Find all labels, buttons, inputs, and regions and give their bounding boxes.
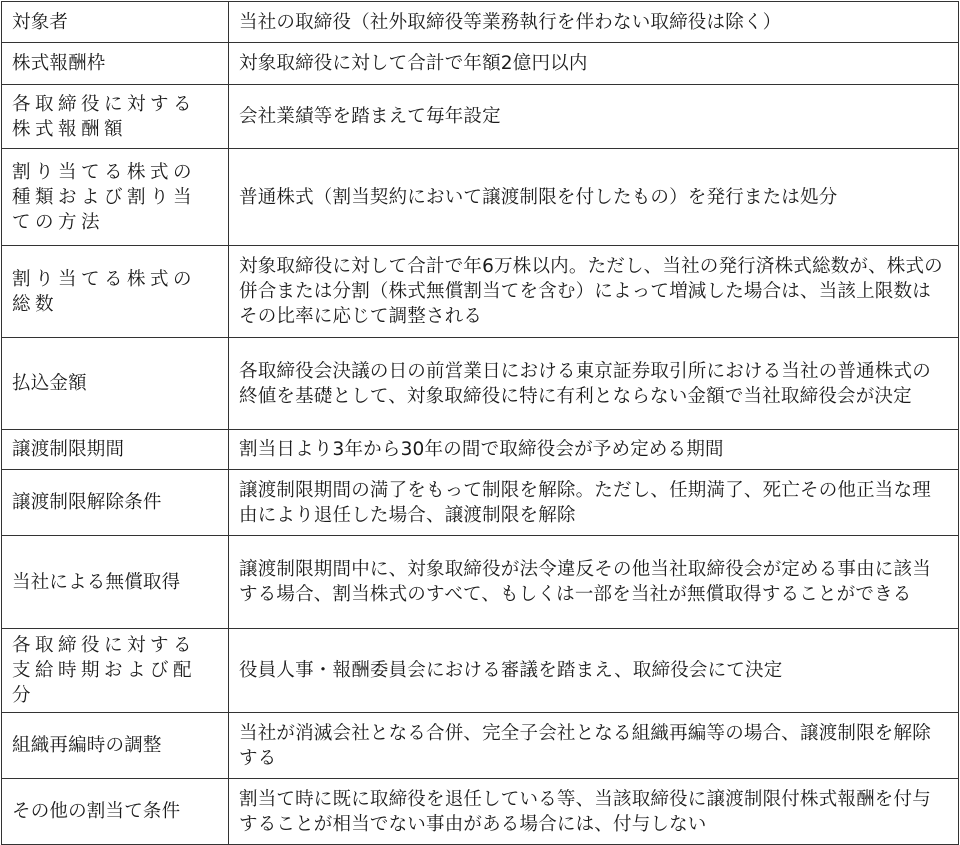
row-value: 対象取締役に対して合計で年額2億円以内: [229, 43, 959, 85]
table-row: [2, 430, 959, 470]
table-row: [2, 536, 959, 629]
row-label: 対象者: [2, 2, 229, 43]
table-row: [2, 338, 959, 430]
row-label: 譲渡制限解除条件: [2, 470, 229, 536]
row-value: 当社が消滅会社となる合併、完全子会社となる組織再編等の場合、譲渡制限を解除する: [229, 713, 959, 779]
table-row: [2, 713, 959, 779]
row-value: 各取締役会決議の日の前営業日における東京証券取引所における当社の普通株式の終値を基礎として、対象取締役に特に有利とならない金額で当社取締役会が決定: [229, 338, 959, 430]
row-label: その他の割当て条件: [2, 779, 229, 845]
row-label: 組織再編時の調整: [2, 713, 229, 779]
row-label: 各取締役に対する支給時期および配分: [2, 629, 229, 713]
terms-table: [1, 1, 959, 845]
table-row: [2, 85, 959, 149]
row-label: 割り当てる株式の総数: [2, 246, 229, 338]
row-value: 譲渡制限期間の満了をもって制限を解除。ただし、任期満了、死亡その他正当な理由により退任した場合、譲渡制限を解除: [229, 470, 959, 536]
row-label: 割り当てる株式の種類および割り当ての方法: [2, 149, 229, 246]
table-row: [2, 2, 959, 43]
row-value: 譲渡制限期間中に、対象取締役が法令違反その他当社取締役会が定める事由に該当する場合、割当株式のすべて、もしくは一部を当社が無償取得することができる: [229, 536, 959, 629]
row-label: 譲渡制限期間: [2, 430, 229, 470]
row-value: 対象取締役に対して合計で年6万株以内。ただし、当社の発行済株式総数が、株式の併合または分割（株式無償割当てを含む）によって増減した場合は、当該上限数はその比率に応じて調整される: [229, 246, 959, 338]
row-value: 割当日より3年から30年の間で取締役会が予め定める期間: [229, 430, 959, 470]
row-value: 普通株式（割当契約において譲渡制限を付したもの）を発行または処分: [229, 149, 959, 246]
row-label: 各取締役に対する株式報酬額: [2, 85, 229, 149]
row-label: 当社による無償取得: [2, 536, 229, 629]
table-row: [2, 779, 959, 845]
row-value: 当社の取締役（社外取締役等業務執行を伴わない取締役は除く）: [229, 2, 959, 43]
row-value: 役員人事・報酬委員会における審議を踏まえ、取締役会にて決定: [229, 629, 959, 713]
table-row: [2, 629, 959, 713]
row-label: 株式報酬枠: [2, 43, 229, 85]
table-row: [2, 43, 959, 85]
table-row: [2, 246, 959, 338]
table-row: [2, 470, 959, 536]
row-label: 払込金額: [2, 338, 229, 430]
row-value: 割当て時に既に取締役を退任している等、当該取締役に譲渡制限付株式報酬を付与することが相当でない事由がある場合には、付与しない: [229, 779, 959, 845]
table-row: [2, 149, 959, 246]
row-value: 会社業績等を踏まえて毎年設定: [229, 85, 959, 149]
